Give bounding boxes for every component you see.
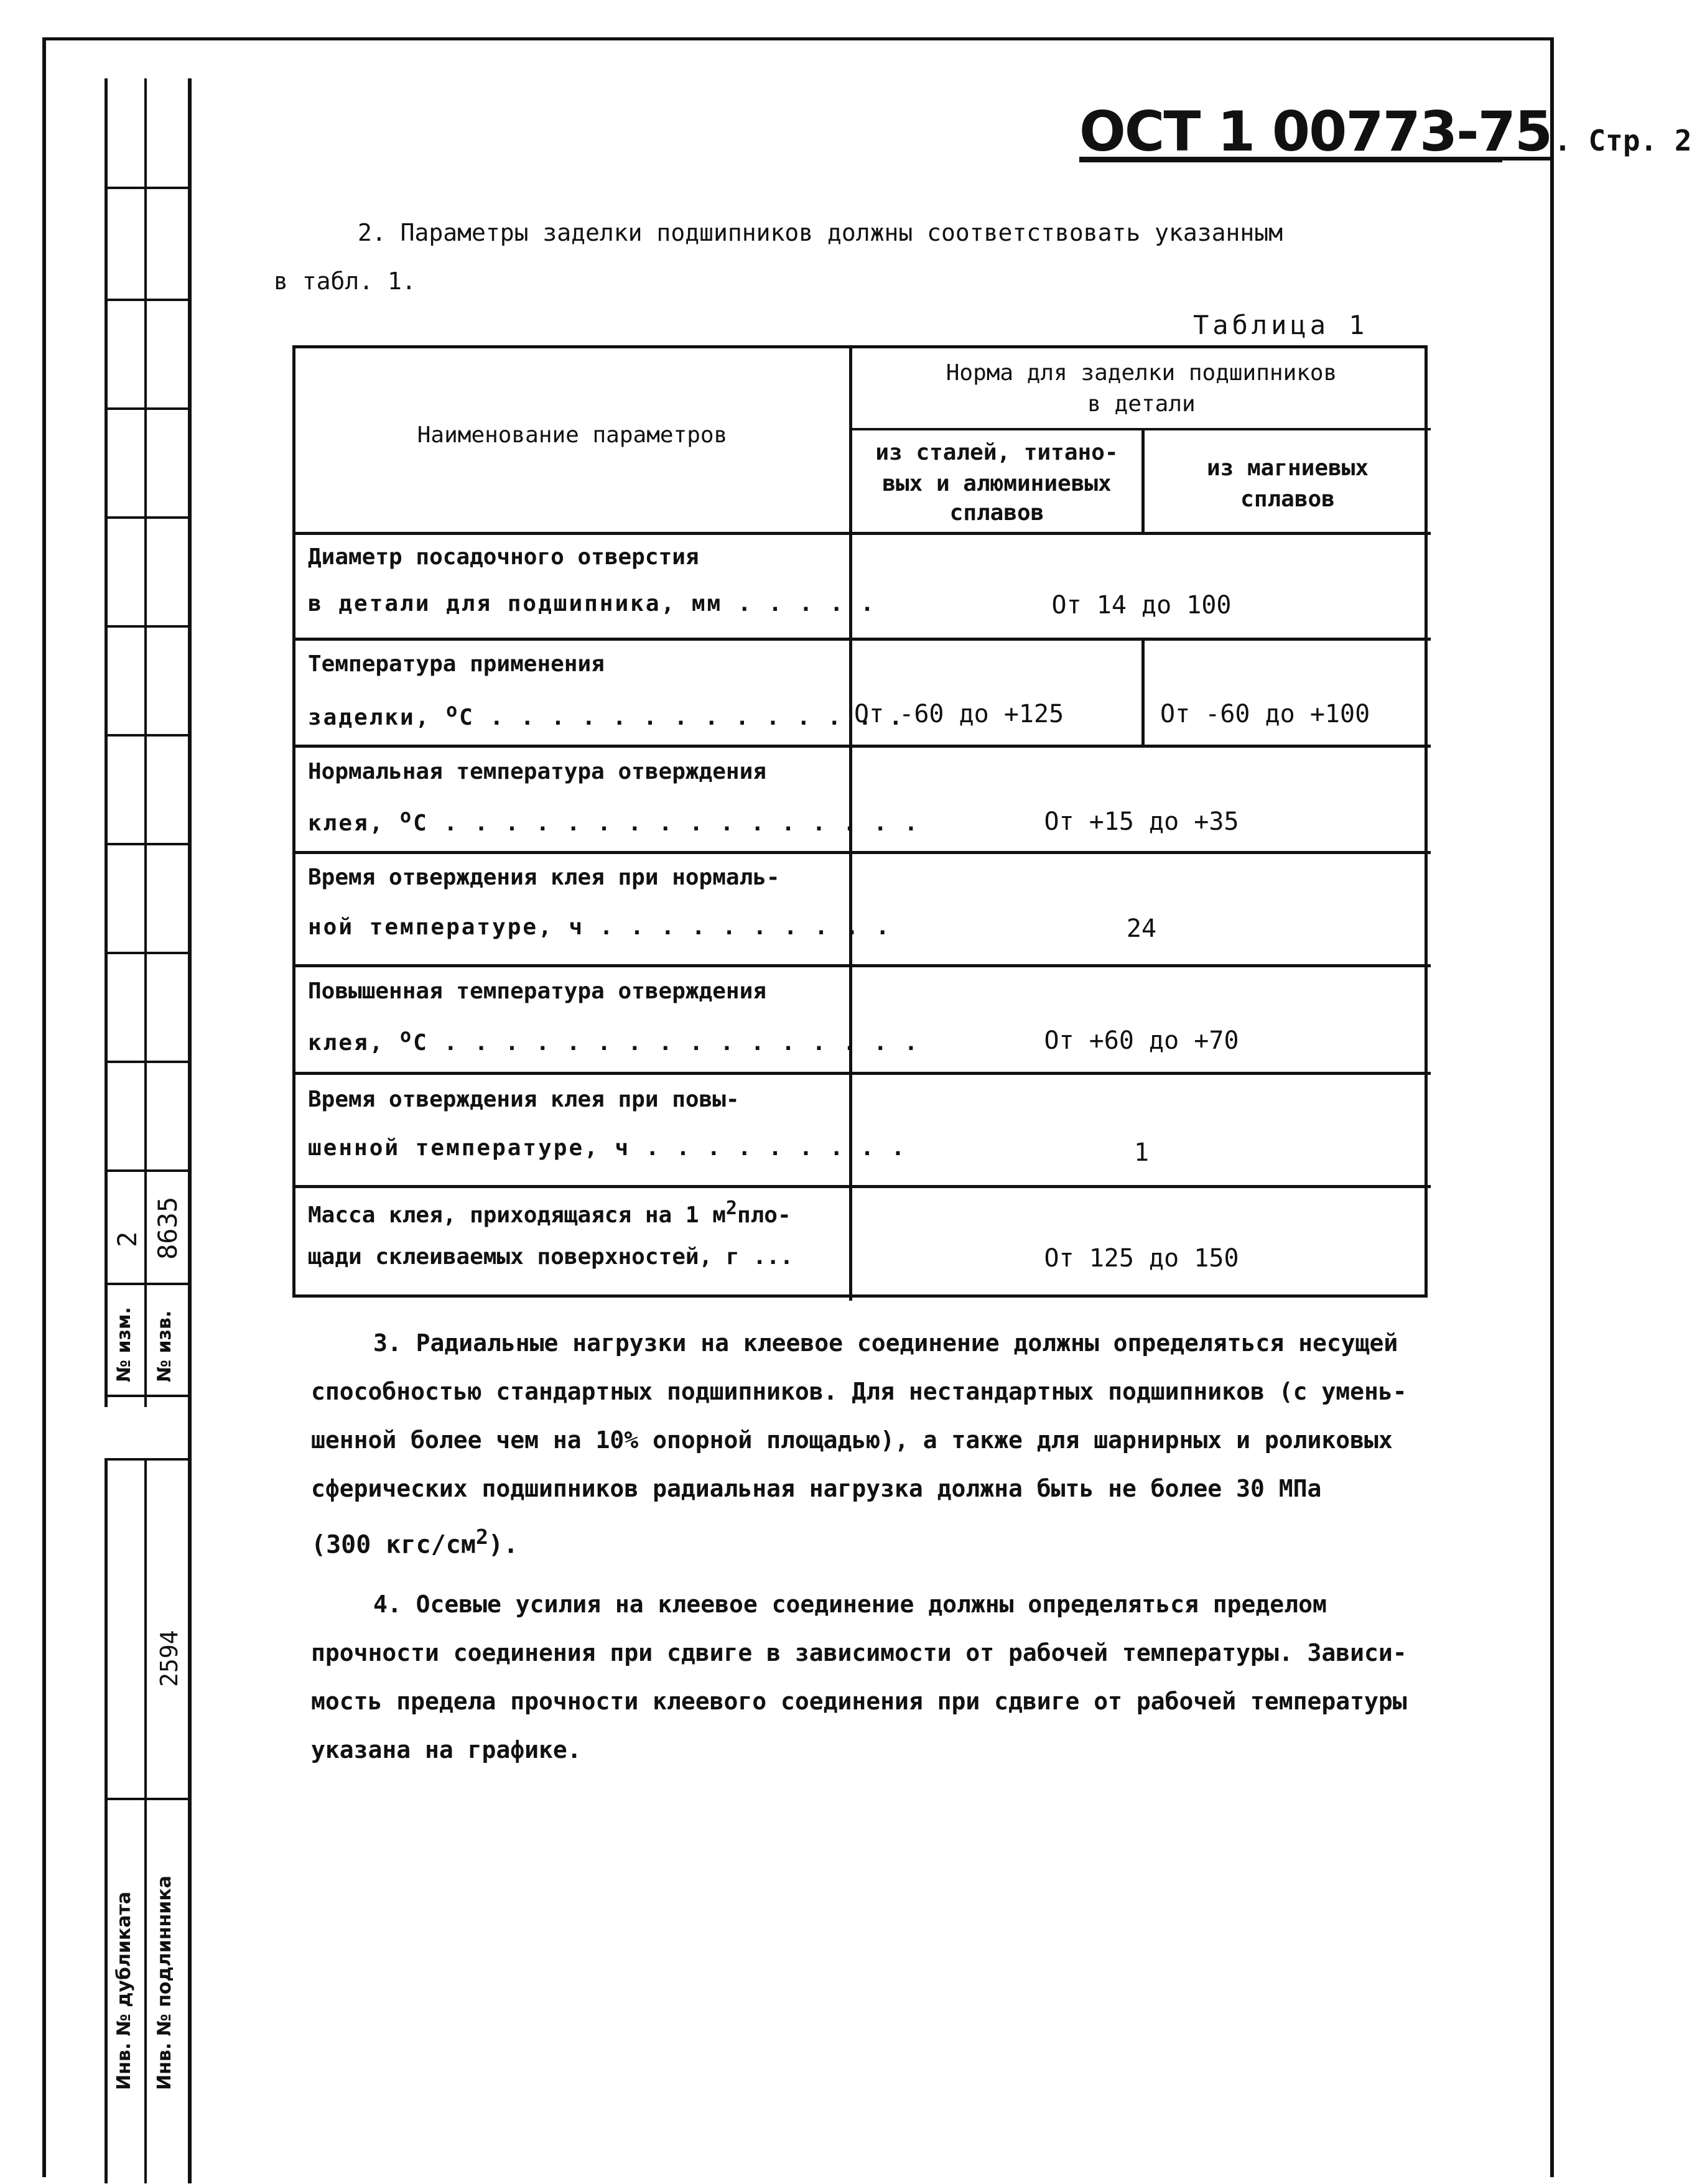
margin-strip-line: [105, 843, 192, 845]
table-row-label: [308, 806, 919, 836]
degree-sign: o: [400, 1025, 414, 1047]
table-row-line: [295, 745, 1431, 748]
table-row-label: Диаметр посадочного отверстия: [308, 544, 699, 570]
margin-strip-line: [105, 734, 192, 737]
paragraph-4-line: мость предела прочности клеевого соединения при сдвиге от рабочей температуры: [311, 1688, 1407, 1715]
table-row-value: От +15 до +35: [1044, 807, 1239, 836]
margin-strip-line: [105, 1798, 192, 1800]
table-row-label: [308, 1025, 919, 1056]
table-row-label: [308, 1197, 791, 1228]
table-column-line: [1141, 638, 1145, 746]
degree-sign: o: [400, 806, 414, 827]
table-row-line: [295, 964, 1431, 967]
table-row-line: [295, 851, 1431, 854]
paragraph-3-line: сферических подшипников радиальная нагрузка должна быть не более 30 МПа: [311, 1475, 1322, 1502]
notice-number-label: № изв.: [154, 1310, 175, 1382]
table-header-magnesium: сплавов: [1240, 486, 1335, 512]
document-code: ОСТ 1 00773-75: [1079, 100, 1552, 164]
original-inventory-label: Инв. № подлинника: [154, 1875, 175, 2090]
paragraph-3-part: (300 кгс/см: [311, 1530, 476, 1559]
margin-strip-gap: [105, 1407, 148, 1458]
paragraph-3-line: 3. Радиальные нагрузки на клеевое соединение должны определяться несущей: [373, 1329, 1398, 1357]
margin-strip-line: [105, 407, 192, 410]
table-row-value: 1: [1133, 1138, 1150, 1167]
paragraph-3-line: [311, 1513, 518, 1569]
table-row-label: Нормальная температура отверждения: [308, 759, 766, 784]
paragraph-3-part: ).: [488, 1530, 519, 1559]
duplicate-inventory-label: Инв. № дубликата: [113, 1891, 135, 2090]
page-number: . Стр. 2: [1554, 124, 1692, 157]
paragraph-4-line: указана на графике.: [311, 1736, 582, 1763]
table-row-line: [295, 638, 1431, 641]
paragraph-2-line: в табл. 1.: [274, 267, 416, 295]
original-inventory-number: 2594: [156, 1630, 183, 1687]
margin-strip-line: [105, 1458, 192, 1461]
table-header-magnesium: из магниевых: [1206, 455, 1369, 481]
table-row-label-part: С . . . . . . . . . . . . . . . .: [413, 811, 920, 836]
table-row-label: в детали для подшипника, мм . . . . .: [308, 591, 876, 616]
superscript: 2: [475, 1525, 488, 1549]
table-row-line: [295, 1072, 1431, 1075]
table-row-label-part: Масса клея, приходящаяся на 1 м: [308, 1202, 726, 1228]
paragraph-4-line: прочности соединения при сдвиге в зависимости от рабочей температуры. Зависи-: [311, 1639, 1407, 1666]
table-row-label-part: клея,: [308, 1030, 401, 1056]
parameters-table: [292, 345, 1428, 1298]
table-row-label: шенной температуре, ч . . . . . . . . .: [308, 1135, 907, 1161]
table-header-norm: Норма для заделки подшипников: [946, 360, 1337, 386]
table-row-label: Время отверждения клея при повы-: [308, 1087, 740, 1112]
margin-strip-line: [105, 1169, 192, 1172]
paragraph-3-line: способностью стандартных подшипников. Для нестандартных подшипников (с умень-: [311, 1378, 1407, 1405]
table-row-label-part: пло-: [737, 1202, 791, 1228]
margin-strip-line: [105, 952, 192, 954]
table-row-line: [295, 532, 1431, 535]
table-row-label: щади склеиваемых поверхностей, г ...: [308, 1244, 794, 1270]
table-row-label-part: С . . . . . . . . . . . . . .: [459, 705, 904, 730]
table-row-value: От +60 до +70: [1044, 1026, 1239, 1055]
margin-strip-divider: [144, 78, 147, 2183]
margin-strip-line: [105, 1283, 192, 1285]
table-row-label-part: клея,: [308, 811, 401, 836]
table-row-label: Повышенная температура отверждения: [308, 978, 766, 1004]
margin-strip-line: [105, 625, 192, 628]
degree-sign: o: [446, 700, 460, 722]
table-row-label: ной температуре, ч . . . . . . . . . .: [308, 914, 891, 940]
table-title: Таблица 1: [1193, 310, 1369, 340]
table-row-line: [295, 1185, 1431, 1188]
table-row-value-steel: От -60 до +125: [854, 700, 1064, 728]
table-row-value: От 125 до 150: [1044, 1244, 1239, 1273]
table-row-value-magnesium: От -60 до +100: [1160, 700, 1370, 728]
margin-strip: [105, 78, 192, 2183]
table-header-parameters: Наименование параметров: [417, 422, 728, 448]
table-row-value: 24: [1126, 914, 1157, 943]
table-row-label: Время отверждения клея при нормаль-: [308, 865, 780, 890]
margin-strip-line: [105, 516, 192, 519]
header-rule: [1079, 159, 1502, 162]
document-header: [1079, 100, 1692, 164]
table-header-steel: из сталей, титано-: [875, 440, 1118, 465]
table-header-steel: сплавов: [949, 500, 1044, 526]
table-row-label: [308, 700, 904, 730]
margin-strip-line: [105, 1061, 192, 1063]
table-row-label-part: С . . . . . . . . . . . . . . . .: [413, 1030, 920, 1056]
table-header-steel: вых и алюминиевых: [882, 471, 1112, 496]
margin-strip-line: [105, 299, 192, 301]
margin-strip-line: [105, 187, 192, 189]
paragraph-2-line: 2. Параметры заделки подшипников должны соответствовать указанным: [358, 219, 1283, 246]
table-row-label: Температура применения: [308, 651, 605, 677]
superscript: 2: [725, 1197, 737, 1219]
table-row-label-part: заделки,: [308, 705, 447, 730]
paragraph-4-line: 4. Осевые усилия на клеевое соединение должны определяться пределом: [373, 1591, 1327, 1618]
revision-number-label: № изм.: [113, 1307, 135, 1382]
paragraph-3-line: шенной более чем на 10% опорной площадью), а также для шарнирных и роликовых: [311, 1426, 1393, 1454]
margin-strip-line: [105, 1395, 192, 1397]
table-row-line: [849, 428, 1431, 430]
notice-number: 8635: [152, 1196, 183, 1260]
revision-number: 2: [112, 1231, 142, 1247]
table-header-norm: в детали: [1087, 391, 1196, 417]
table-row-value: От 14 до 100: [1051, 591, 1232, 620]
